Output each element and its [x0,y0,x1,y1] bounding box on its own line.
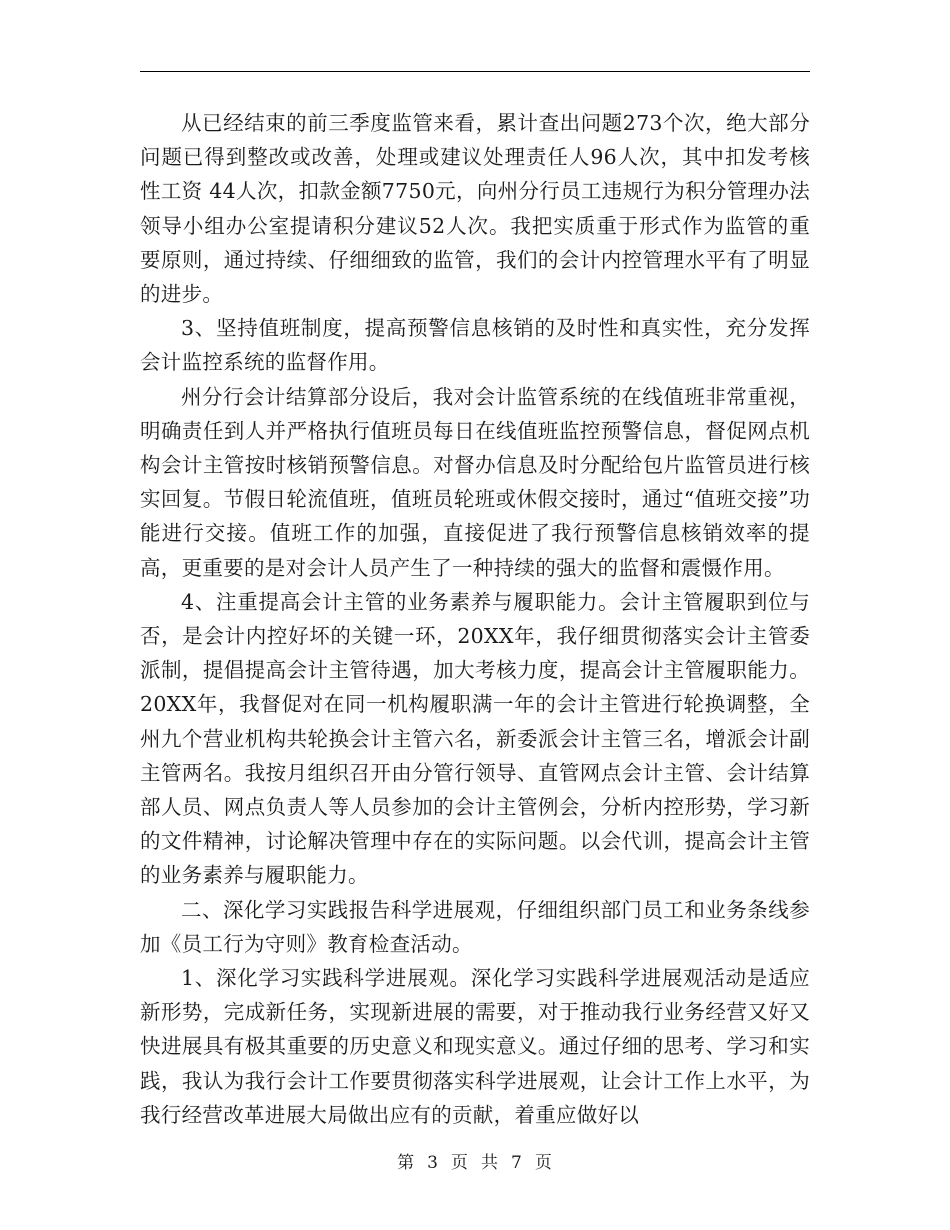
paragraph-5: 二、深化学习实践报告科学进展观，仔细组织部门员工和业务条线参加《员工行为守则》教育检查活动。 [140,897,810,956]
total-label: 页 [534,1153,553,1173]
total-pages: 7 [511,1153,523,1173]
total-prefix: 共 [481,1153,499,1173]
paragraph-2: 3、坚持值班制度，提高预警信息核销的及时性和真实性，充分发挥会计监控系统的监督作用。 [140,316,810,375]
paragraph-1: 从已经结束的前三季度监管来看，累计查出问题273个次，绝大部分问题已得到整改或改善，处理或建议处理责任人96人次，其中扣发考核性工资 44人次，扣款金额7750元，向州分行员工违规行为积分管理办法领导小组办公室提请积分建议52人次。我把实质重于形式作为监管的重要原则，通过持续、仔细细致的监管，我们的会计内控管理水平有了明显的进步。 [140,111,810,307]
page-prefix: 第 [397,1153,416,1173]
paragraph-4: 4、注重提高会计主管的业务素养与履职能力。会计主管履职到位与否，是会计内控好坏的关键一环，20XX年，我仔细贯彻落实会计主管委派制，提倡提高会计主管待遇，加大考核力度，提高会计主管履职能力。20XX年，我督促对在同一机构履职满一年的会计主管进行轮换调整，全州九个营业机构共轮换会计主管六名，新委派会计主管三名，增派会计副主管两名。我按月组织召开由分管行领导、直管网点会计主管、会计结算部人员、网点负责人等人员参加的会计主管例会，分析内控形势，学习新的文件精神，讨论解决管理中存在的实际问题。以会代训，提高会计主管的业务素养与履职能力。 [140,589,810,888]
paragraph-6: 1、深化学习实践科学进展观。深化学习实践科学进展观活动是适应新形势，完成新任务，实现新进展的需要，对于推动我行业务经营又好又快进展具有极其重要的历史意义和现实意义。通过仔细的思考、学习和实践，我认为我行会计工作要贯彻落实科学进展观，让会计工作上水平，为我行经营改革进展大局做出应有的贡献，着重应做好以 [140,966,810,1127]
paragraph-3: 州分行会计结算部分设后，我对会计监管系统的在线值班非常重视，明确责任到人并严格执行值班员每日在线值班监控预警信息，督促网点机构会计主管按时核销预警信息。对督办信息及时分配给包片监管员进行核实回复。节假日轮流值班，值班员轮班或休假交接时，通过“值班交接”功能进行交接。值班工作的加强，直接促进了我行预警信息核销效率的提高，更重要的是对会计人员产生了一种持续的强大的监督和震慑作用。 [140,384,810,580]
page-footer [0,1148,950,1173]
page-label: 页 [451,1153,469,1173]
page-number: 3 [427,1153,439,1173]
header-rule [140,71,810,72]
document-body [140,106,810,1132]
